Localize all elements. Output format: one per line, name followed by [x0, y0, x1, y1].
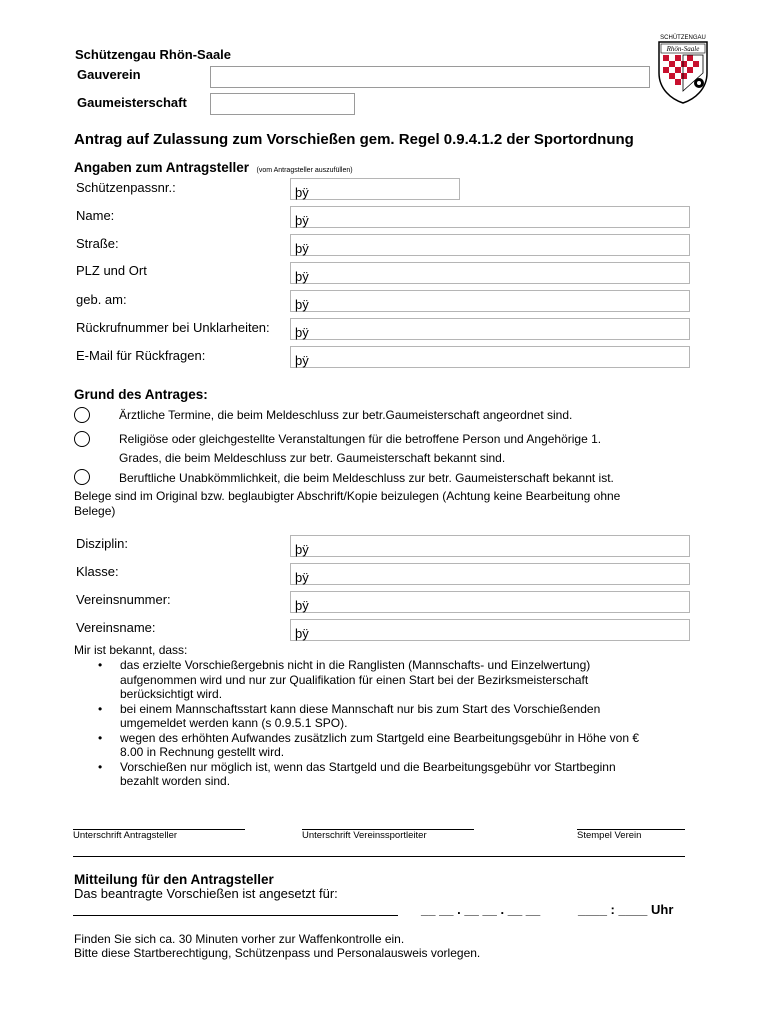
- scheduled-time[interactable]: ____ : ____ Uhr: [578, 902, 674, 917]
- message-scheduled: Das beantragte Vorschießen ist angesetzt für:: [74, 886, 338, 901]
- notice-2-line1: bei einem Mannschaftsstart kann diese Mannschaft nur bis zum Start des Vorschießenden: [120, 702, 601, 716]
- gau-crest-icon: [655, 33, 711, 105]
- applicant-heading: Angaben zum Antragsteller: [74, 160, 250, 175]
- notice-bullet: •: [98, 731, 103, 745]
- scheduled-event-line[interactable]: [73, 915, 398, 916]
- club-number-input[interactable]: þÿ: [290, 591, 690, 613]
- notice-1-line3: berücksichtigt wird.: [120, 687, 223, 701]
- signature-label-stamp: Stempel Verein: [577, 830, 642, 841]
- notice-3-line2: 8.00 in Rechnung gestellt wird.: [120, 745, 285, 759]
- org-name: Schützengau Rhön-Saale: [75, 47, 232, 62]
- birthdate-input[interactable]: þÿ: [290, 290, 690, 312]
- gau-logo: [655, 33, 711, 105]
- belege-note-line2: Belege): [74, 504, 116, 518]
- street-input[interactable]: þÿ: [290, 234, 690, 256]
- field-label-street: Straße:: [76, 236, 119, 251]
- scheduled-date[interactable]: __ __ . __ __ . __ __: [421, 902, 541, 917]
- reason-radio-religious[interactable]: [74, 431, 90, 447]
- gauverein-input[interactable]: [210, 66, 650, 88]
- divider: [73, 856, 685, 857]
- notice-1-line1: das erzielte Vorschießergebnis nicht in die Ranglisten (Mannschafts- und Einzelwertung): [120, 658, 591, 672]
- field-label-birthdate: geb. am:: [76, 292, 127, 307]
- reason-religious-text: Religiöse oder gleichgestellte Veranstaltungen für die betroffene Person und Angehörige 1.: [119, 432, 602, 446]
- message-heading: Mitteilung für den Antragsteller: [74, 872, 274, 887]
- reason-professional-text: Beruftliche Unabkömmlichkeit, die beim Meldeschluss zur betr. Gaumeisterschaft bekannt ist.: [119, 471, 614, 485]
- page-title: Antrag auf Zulassung zum Vorschießen gem. Regel 0.9.4.1.2 der Sportordnung: [74, 131, 634, 148]
- field-label-email: E-Mail für Rückfragen:: [76, 348, 206, 363]
- email-input[interactable]: þÿ: [290, 346, 690, 368]
- zip-city-input[interactable]: þÿ: [290, 262, 690, 284]
- signature-label-applicant: Unterschrift Antragsteller: [73, 830, 178, 841]
- reason-medical-text: Ärztliche Termine, die beim Meldeschluss zur betr.Gaumeisterschaft angeordnet sind.: [119, 408, 573, 422]
- field-label-discipline: Disziplin:: [76, 536, 129, 551]
- notice-4-line2: bezahlt worden sind.: [120, 774, 231, 788]
- notice-3-line1: wegen des erhöhten Aufwandes zusätzlich zum Startgeld eine Bearbeitungsgebühr in Höhe von €: [120, 731, 640, 745]
- class-input[interactable]: þÿ: [290, 563, 690, 585]
- reason-religious-text-cont: Grades, die beim Meldeschluss zur betr. Gaumeisterschaft bekannt sind.: [119, 451, 506, 465]
- field-label-name: Name:: [76, 208, 115, 223]
- gaumeisterschaft-label: Gaumeisterschaft: [77, 95, 187, 110]
- signature-label-leader: Unterschrift Vereinssportleiter: [302, 830, 427, 841]
- discipline-input[interactable]: þÿ: [290, 535, 690, 557]
- reasons-heading: Grund des Antrages:: [74, 387, 208, 402]
- applicant-heading-row: [74, 159, 353, 177]
- svg-text:SCHÜTZENGAU: SCHÜTZENGAU: [660, 35, 706, 41]
- notice-intro: Mir ist bekannt, dass:: [74, 643, 188, 657]
- field-label-passnr: Schützenpassnr.:: [76, 180, 176, 195]
- reason-radio-professional[interactable]: [74, 469, 90, 485]
- passnr-input[interactable]: þÿ: [290, 178, 460, 200]
- reason-radio-medical[interactable]: [74, 407, 90, 423]
- belege-note-line1: Belege sind im Original bzw. beglaubigter Abschrift/Kopie beizulegen (Achtung keine Bearbeitung ohne: [74, 489, 621, 503]
- name-input[interactable]: þÿ: [290, 206, 690, 228]
- field-label-zip-city: PLZ und Ort: [76, 263, 147, 278]
- gauverein-label: Gauverein: [77, 67, 141, 82]
- applicant-note: (vom Antragsteller auszufüllen): [256, 167, 353, 174]
- field-label-club-number: Vereinsnummer:: [76, 592, 171, 607]
- field-label-club-name: Vereinsname:: [76, 620, 156, 635]
- gaumeisterschaft-input[interactable]: [210, 93, 355, 115]
- field-label-class: Klasse:: [76, 564, 119, 579]
- field-label-callback: Rückrufnummer bei Unklarheiten:: [76, 320, 270, 335]
- club-name-input[interactable]: þÿ: [290, 619, 690, 641]
- callback-input[interactable]: þÿ: [290, 318, 690, 340]
- footer-line2: Bitte diese Startberechtigung, Schützenpass und Personalausweis vorlegen.: [74, 946, 481, 960]
- notice-4-line1: Vorschießen nur möglich ist, wenn das Startgeld und die Bearbeitungsgebühr vor Startbeginn: [120, 760, 616, 774]
- notice-bullet: •: [98, 702, 103, 716]
- footer-line1: Finden Sie sich ca. 30 Minuten vorher zur Waffenkontrolle ein.: [74, 932, 405, 946]
- svg-text:Rhön-Saale: Rhön-Saale: [666, 45, 700, 53]
- notice-bullet: •: [98, 658, 103, 672]
- notice-1-line2: aufgenommen wird und nur zur Qualifikation für einen Start bei der Bezirksmeisterschaft: [120, 673, 589, 687]
- notice-2-line2: umgemeldet werden kann (s 0.9.5.1 SPO).: [120, 716, 348, 730]
- notice-bullet: •: [98, 760, 103, 774]
